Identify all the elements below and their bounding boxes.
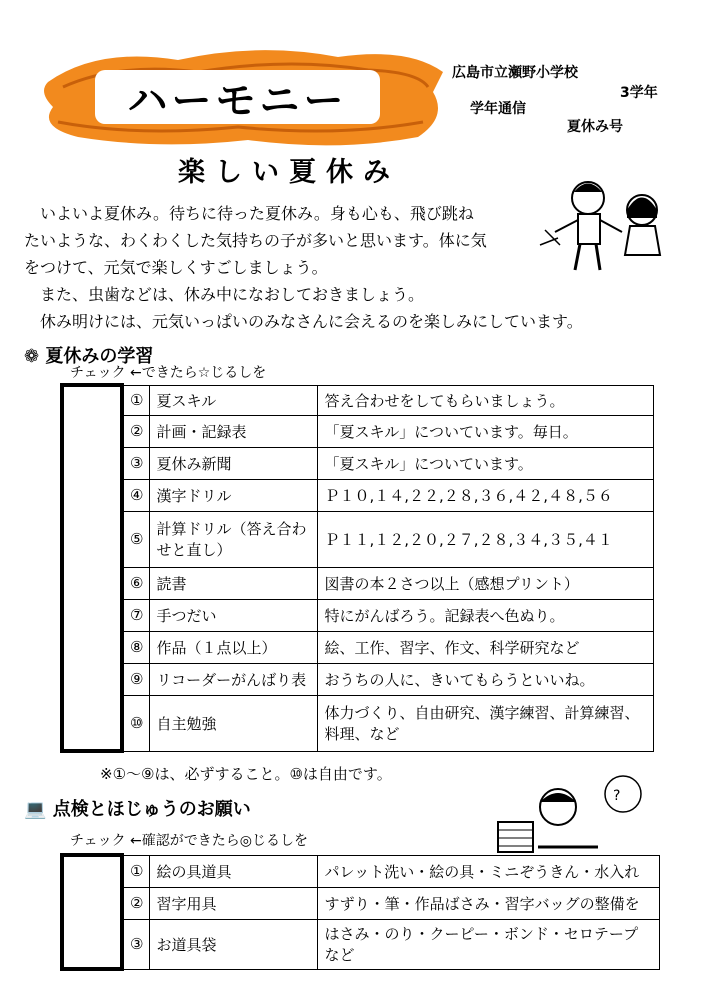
checklist-section-title: 💻 点検とほじゅうのお願い: [24, 799, 251, 820]
checklist-check-note: チェック ←確認ができたら◎じるしを: [70, 833, 308, 849]
grade-label: 3学年: [620, 85, 658, 101]
newsletter-title: ハーモニー: [127, 77, 348, 124]
computer-icon: 💻: [24, 799, 47, 820]
table-row: ② 計画・記録表 「夏スキル」についています。毎日。: [62, 415, 654, 447]
study-note: ※①～⑨は、必ずすること。⑩は自由です。: [100, 765, 392, 783]
question-mark-icon: ?: [613, 788, 621, 804]
table-row: ⑧ 作品（１点以上） 絵、工作、習字、作文、科学研究など: [62, 631, 654, 663]
table-row: ① 夏スキル 答え合わせをしてもらいましょう。: [62, 385, 654, 415]
table-row: ⑨ リコーダーがんばり表 おうちの人に、きいてもらうといいね。: [62, 663, 654, 695]
study-table: [60, 383, 654, 753]
check-box-column[interactable]: [62, 385, 122, 751]
intro-line: たいような、わくわくした気持ちの子が多いと思います。体に気: [24, 231, 487, 250]
page-heading: 楽しい夏休み: [178, 157, 400, 188]
table-row: ④ 漢字ドリル Ｐ１０,１４,２２,２８,３６,４２,４８,５６: [62, 479, 654, 511]
issue-label: 夏休み号: [567, 119, 623, 135]
intro-line: をつけて、元気で楽しくすごしましょう。: [24, 258, 328, 277]
school-name: 広島市立瀬野小学校: [452, 65, 578, 81]
intro-line: 休み明けには、元気いっぱいのみなさんに会えるのを楽しみにしています。: [24, 312, 583, 331]
thinking-child-illustration: [478, 772, 653, 858]
title-box: [95, 70, 380, 124]
table-row: ③ お道具袋 はさみ・のり・クーピー・ボンド・セロテープなど: [62, 919, 660, 969]
diamond-icon: ❁: [24, 346, 40, 367]
intro-line: いよいよ夏休み。待ちに待った夏休み。身も心も、飛び跳ね: [24, 204, 474, 223]
intro-line: また、虫歯などは、休み中になおしておきましょう。: [24, 285, 425, 304]
table-row: ⑦ 手つだい 特にがんばろう。記録表へ色ぬり。: [62, 599, 654, 631]
table-row: ⑩ 自主勉強 体力づくり、自由研究、漢字練習、計算練習、料理、など: [62, 695, 654, 751]
kids-illustration: [530, 170, 690, 280]
study-check-note: チェック ←できたら☆じるしを: [70, 365, 267, 381]
checklist-table: [60, 853, 660, 971]
table-row: ② 習字用具 すずり・筆・作品ばさみ・習字バッグの整備を: [62, 887, 660, 919]
intro-text: [24, 200, 583, 335]
table-row: ① 絵の具道具 パレット洗い・絵の具・ミニぞうきん・水入れ: [62, 855, 660, 887]
study-section-title: ❁ 夏休みの学習: [24, 346, 154, 367]
table-row: ⑤ 計算ドリル（答え合わせと直し） Ｐ１１,１２,２０,２７,２８,３４,３５,４１: [62, 511, 654, 567]
table-row: ⑥ 読書 図書の本２さつ以上（感想プリント）: [62, 567, 654, 599]
newsletter-type: 学年通信: [470, 101, 526, 117]
table-row: ③ 夏休み新聞 「夏スキル」についています。: [62, 447, 654, 479]
check-box-column[interactable]: [62, 855, 122, 969]
